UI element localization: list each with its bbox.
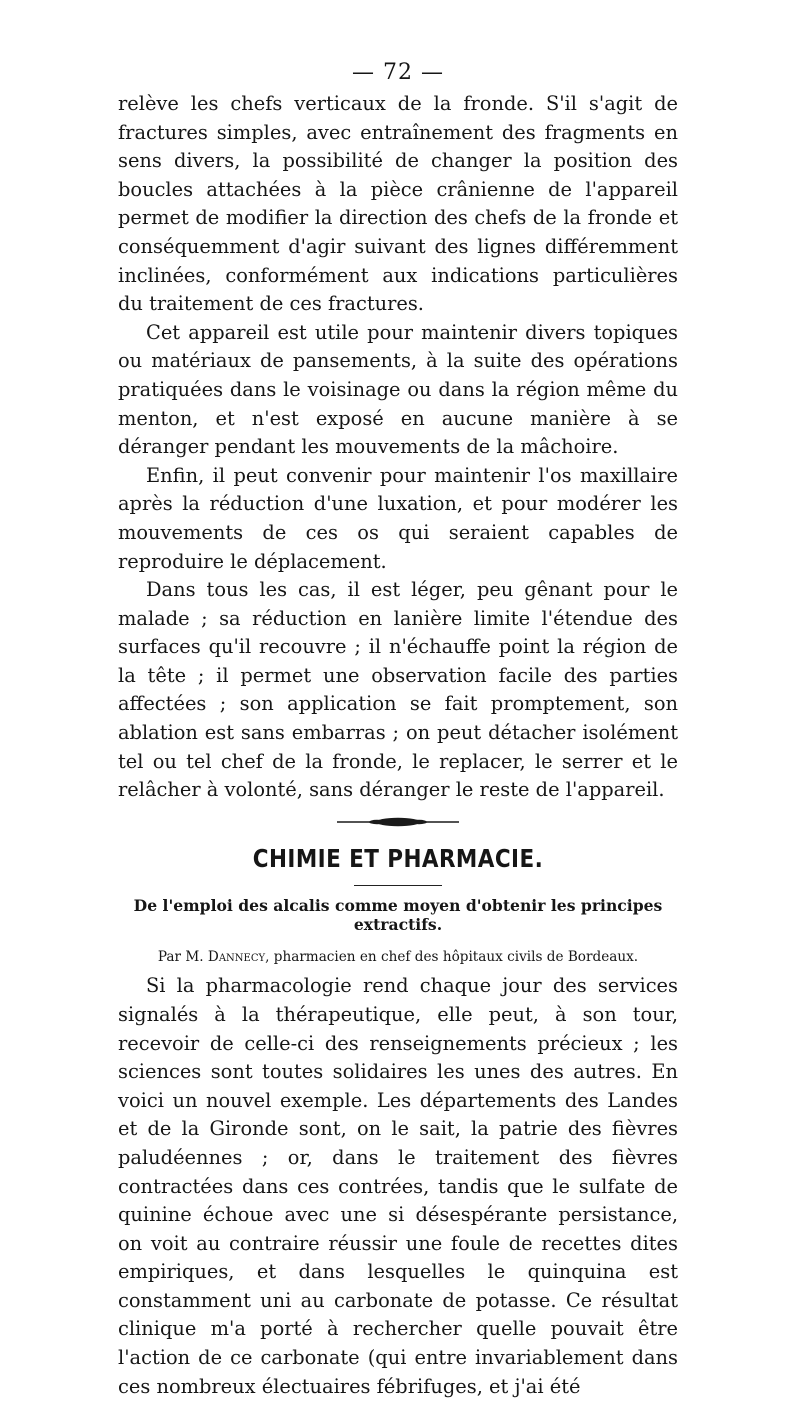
section-title: CHIMIE ET PHARMACIE. — [252, 843, 544, 873]
article-byline — [118, 948, 678, 966]
paragraph-luxation: Enfin, il peut convenir pour maintenir l'os maxillaire après la réduction d'une luxation, et pour modérer les mouvements de ces os qui seraient capables de reproduire le déplacement. — [118, 463, 678, 573]
title-rule — [354, 885, 442, 887]
byline-prefix: Par M. — [157, 949, 204, 966]
paragraph-fronde-continuation: relève les chefs verticaux de la fronde. S'il s'agit de fractures simples, avec entraînement des fragments en sens divers, la possibilité de changer la position des boucles attachées à la pièce crânienne de l'appareil permet de modifier la direction des chefs de la fronde et conséquemment d'agir suivant des lignes différemment inclinées, conformément aux indications particulières du traitement de ces fractures. — [118, 92, 678, 316]
article-title — [118, 896, 678, 934]
book-page — [118, 58, 678, 1401]
article-title-line-1: De l'emploi des alcalis comme moyen d'obtenir les principes — [133, 896, 663, 916]
paragraph-pharmacologie: Si la pharmacologie rend chaque jour des services signalés à la thérapeutique, elle peut, à son tour, recevoir de celle-ci des renseignements précieux ; les sciences sont toutes solidaires les unes des autres. En voici un nouvel exemple. Les départements des Landes et de la Gironde sont, on le sait, la patrie des fièvres paludéennes ; or, dans le traitement des fièvres contractées dans ces contrées, tandis que le sulfate de quinine échoue avec une si désespérante persistance, on voit au contraire réussir une foule de recettes dites empiriques, et dans lesquelles le quinquina est constamment uni au carbonate de potasse. Ce résultat clinique m'a porté à rechercher quelle pouvait être l'action de ce carbonate (qui entre invariablement dans ces nombreux électuaires fébrifuges, et j'ai été — [118, 974, 678, 1398]
ornament-divider — [333, 815, 463, 829]
page-number: — 72 — — [352, 60, 444, 85]
article-title-line-2: extractifs. — [353, 915, 443, 935]
paragraph-appareil-utile: Cet appareil est utile pour maintenir divers topiques ou matériaux de pansements, à la suite des opérations pratiquées dans le voisinage ou dans la région même du menton, et n'est exposé en aucune manière à se déranger pendant les mouvements de la mâchoire. — [118, 320, 678, 459]
byline-affiliation: , pharmacien en chef des hôpitaux civils de Bordeaux. — [265, 949, 639, 966]
paragraph-advantages: Dans tous les cas, il est léger, peu gênant pour le malade ; sa réduction en lanière limite l'étendue des surfaces qu'il recouvre ; il n'échauffe point la région de la tête ; il permet une observation facile des parties affectées ; son application se fait promptement, son ablation est sans embarras ; on peut détacher isolément tel ou tel chef de la fronde, le replacer, le serrer et le relâcher à volonté, sans déranger le reste de l'appareil. — [118, 578, 678, 802]
byline-author: Dannecy — [207, 949, 266, 966]
